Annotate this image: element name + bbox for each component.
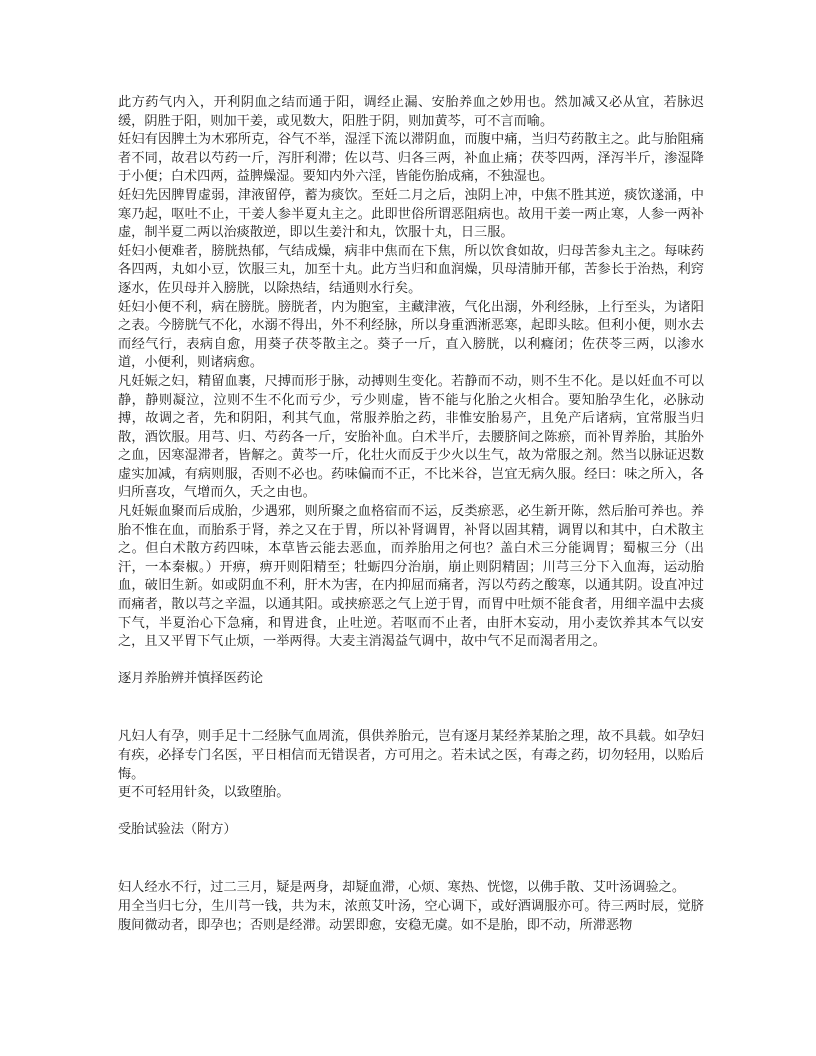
- document-page: [118, 94, 704, 935]
- section-heading: 逐月养胎辨并慎择医药论: [118, 670, 264, 686]
- paragraph: 妊妇有因脾土为木邪所克，谷气不举，湿淫下流以滞阴血，而腹中痛，当归芍药散主之。此与胎阻痛者不同，故君以芍药一斤，泻肝利滞；佐以芎、归各三两，补血止痛；茯苓四两，泽泻半斤，渗湿降于小便；白术四两，益脾燥湿。要知内外六淫，皆能伤胎成痛，不独湿也。: [118, 132, 704, 185]
- paragraph: 此方药气内入，开利阴血之结而通于阳，调经止漏、安胎养血之妙用也。然加减又必从宜，若脉迟缓，阴胜于阳，则加干姜，或见数大，阳胜于阴，则加黄芩，可不言而喻。: [118, 95, 704, 129]
- section-pregnancy-test: [118, 821, 704, 935]
- paragraph: 妇人经水不行，过二三月，疑是两身，却疑血滞，心烦、寒热、恍惚，以佛手散、艾叶汤调验之。: [118, 880, 686, 896]
- section-heading: 受胎试验法（附方）: [118, 821, 237, 837]
- paragraph: 妊妇小便不利，病在膀胱。膀胱者，内为胞室，主藏津液，气化出溺，外利经脉，上行至头，为诸阳之表。今膀胱气不化，水溺不得出，外不利经脉，所以身重洒淅恶寒，起即头眩。但利小便，则水去而经气行，表病自愈，用葵子茯苓散主之。葵子一斤，直入膀胱，以利癃闭；佐茯苓三两，以渗水道，小便利，则诸病愈。: [118, 299, 704, 371]
- section-monthly-nourishment: [118, 670, 704, 803]
- paragraph: 妊妇小便难者，膀胱热郁，气结成燥，病非中焦而在下焦，所以饮食如故，归母苦参丸主之。每味药各四两，丸如小豆，饮服三丸，加至十丸。此方当归和血润燥，贝母清肺开郁，苦参长于治热，利窍逐水，佐贝母并入膀胱，以除热结，结通则水行矣。: [118, 243, 704, 296]
- paragraph: 妊妇先因脾胃虚弱，津液留停，蓄为痰饮。至妊二月之后，浊阴上冲，中焦不胜其逆，痰饮遂涌，中寒乃起，呕吐不止，干姜人参半夏丸主之。此即世俗所谓恶阻病也。故用干姜一两止寒，人参一两补虚，制半夏二两以治痰散逆，即以生姜汁和丸，饮服十丸，日三服。: [118, 187, 704, 241]
- paragraph: 凡妇人有孕，则手足十二经脉气血周流，俱供养胎元，岂有逐月某经养某胎之理，故不具载。如孕妇有疾，必择专门名医，平日相信而无错误者，方可用之。若未试之医，有毒之药，切勿轻用，以贻后悔。: [118, 729, 704, 782]
- paragraph: 用全当归七分，生川芎一钱，共为末，浓煎艾叶汤，空心调下，或好酒调服亦可。待三两时辰，觉脐腹间微动者，即孕也；否则是经滞。动罢即愈，安稳无虞。如不是胎，即不动，所滞恶物: [118, 898, 704, 933]
- section-formulas: [118, 94, 704, 652]
- paragraph: 凡妊娠之妇，精留血裹，尺搏而形于脉，动搏则生变化。若静而不动，则不生不化。是以妊血不可以静，静则凝泣，泣则不生不化而亏少，亏少则虚，皆不能与化胎之火相合。要知胎孕生化，必脉动搏，故调之者，先和阴阳，利其气血，常服养胎之药，非惟安胎易产，且免产后诸病，宜常服当归散，酒饮服。用芎、归、芍药各一斤，安胎补血。白术半斤，去腰脐间之陈瘀，而补胃养胎，其胎外之血，因寒湿滞者，皆解之。黄芩一斤，化壮火而反于少火以生气，故为常服之剂。然当以脉证迟数虚实加减，有病则服，否则不必也。药味偏而不正，不比米谷，岂宜无病久服。经曰：味之所入，各归所喜攻，气增而久，夭之由也。: [118, 373, 704, 501]
- paragraph: 更不可轻用针灸，以致堕胎。: [118, 785, 290, 801]
- paragraph: 凡妊娠血聚而后成胎，少遇邪，则所聚之血格宿而不运，反类瘀恶，必生新开陈，然后胎可养也。养胎不惟在血，而胎系于肾，养之又在于胃，所以补肾调胃，补肾以固其精，调胃以和其中，白术散主之。但白术散方药四味，本草皆云能去恶血，而养胎用之何也？盖白术三分能调胃；蜀椒三分（出汗，一本秦椒。）开痹，痹开则阳精至；牡蛎四分治崩，崩止则阴精固；川芎三分下入血海，运动胎血，破旧生新。如或阴血不利，肝木为害，在内抑屈而痛者，泻以芍药之酸寒，以通其阴。设直冲过而痛者，散以芎之辛温，以通其阳。或挟瘀恶之气上逆于胃，而胃中吐烦不能食者，用细辛温中去痰下气，半夏治心下急痛，和胃进食，止吐逆。若呕而不止者，由肝木妄动，用小麦饮养其本气以安之，且又平胃下气止烦，一举两得。大麦主消渴益气调中，故中气不足而渴者用之。: [118, 504, 704, 650]
